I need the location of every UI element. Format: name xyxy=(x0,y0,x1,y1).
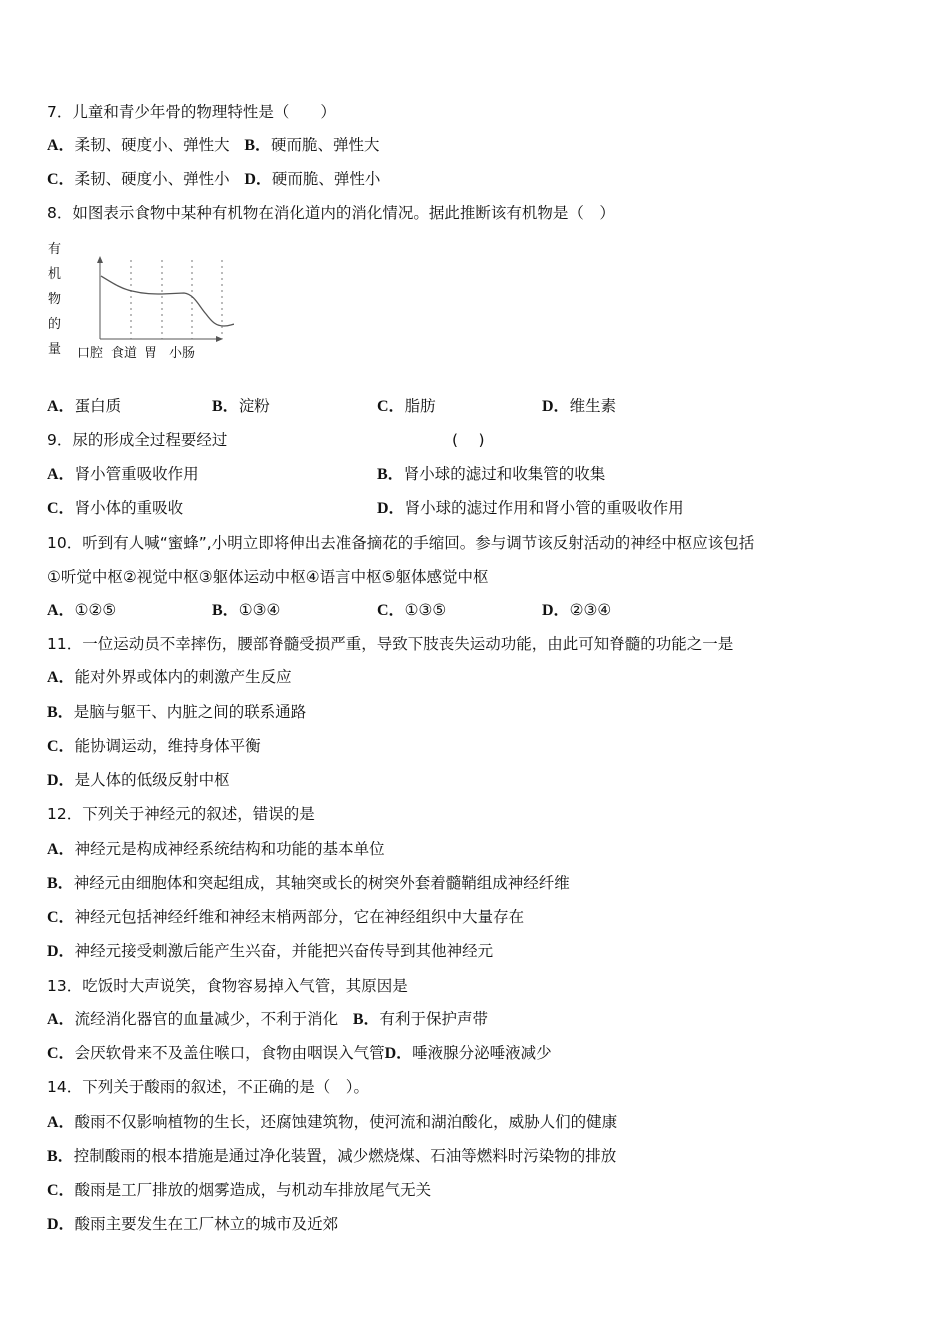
q13-options-1 xyxy=(47,1007,488,1031)
option-text: 酸雨不仅影响植物的生长，还腐蚀建筑物，使河流和湖泊酸化，威胁人们的健康 xyxy=(74,1113,618,1131)
q13-option-a: 流经消化器官的血量减少，不利于消化 xyxy=(74,1010,339,1028)
q10-option-b xyxy=(212,598,280,622)
option-letter: A． xyxy=(47,398,75,415)
option-letter: B． xyxy=(244,137,272,154)
y-label-char: 量 xyxy=(48,342,62,357)
chart-plot xyxy=(44,236,234,346)
q7-option-c: 柔韧、硬度小、弹性小 xyxy=(74,170,230,188)
q7-stem: 7．儿童和青少年骨的物理特性是（ ） xyxy=(47,103,336,121)
q12-option-b xyxy=(47,871,570,895)
option-letter: D． xyxy=(47,1216,75,1233)
q10-option-a xyxy=(47,598,116,622)
option-letter: C． xyxy=(47,171,75,188)
q11-option-c xyxy=(47,734,261,758)
option-letter: A． xyxy=(47,602,75,619)
option-letter: C． xyxy=(47,738,75,755)
option-letter: B． xyxy=(212,602,239,619)
q7-options-2 xyxy=(47,167,380,191)
option-letter: C． xyxy=(47,909,75,926)
option-letter: B． xyxy=(377,466,404,483)
q14-stem: 14．下列关于酸雨的叙述，不正确的是（ ）。 xyxy=(47,1078,369,1096)
option-text: 是人体的低级反射中枢 xyxy=(74,771,230,789)
x-label-stomach: 胃 xyxy=(144,346,158,361)
option-text: 维生素 xyxy=(569,397,617,415)
option-text: 控制酸雨的根本措施是通过净化装置，减少燃烧煤、石油等燃料时污染物的排放 xyxy=(73,1147,617,1165)
q12-stem: 12．下列关于神经元的叙述，错误的是 xyxy=(47,805,315,823)
option-letter: A． xyxy=(47,137,75,154)
option-letter: C． xyxy=(377,398,405,415)
option-text: 肾小管重吸收作用 xyxy=(74,465,199,483)
option-letter: B． xyxy=(47,1148,74,1165)
q9-stem: 9．尿的形成全过程要经过 xyxy=(47,431,228,449)
option-letter: C． xyxy=(47,1182,75,1199)
data-curve xyxy=(101,276,234,326)
q10-list: ①听觉中枢②视觉中枢③躯体运动中枢④语言中枢⑤躯体感觉中枢 xyxy=(47,568,489,586)
option-text: 酸雨主要发生在工厂林立的城市及近郊 xyxy=(74,1215,339,1233)
q10-option-c xyxy=(377,598,446,622)
q14-option-b xyxy=(47,1144,616,1168)
q8-option-c xyxy=(377,394,436,418)
q10-option-d xyxy=(542,598,611,622)
option-text: 能对外界或体内的刺激产生反应 xyxy=(74,668,292,686)
q11-option-a xyxy=(47,665,292,689)
option-text: 蛋白质 xyxy=(74,397,122,415)
option-letter: D． xyxy=(244,171,272,188)
option-letter: D． xyxy=(542,398,570,415)
y-label-char: 机 xyxy=(48,267,62,282)
option-letter: B． xyxy=(352,1011,380,1028)
q9-paren: ( ) xyxy=(452,431,485,449)
option-text: 神经元由细胞体和突起组成，其轴突或长的树突外套着髓鞘组成神经纤维 xyxy=(73,874,570,892)
q8-option-d xyxy=(542,394,616,418)
option-letter: D． xyxy=(47,943,75,960)
option-text: ①③⑤ xyxy=(404,601,447,619)
q11-option-d xyxy=(47,768,230,792)
option-letter: A． xyxy=(47,669,75,686)
q8-option-b xyxy=(212,394,270,418)
q10-stem: 10．听到有人喊“蜜蜂”,小明立即将伸出去准备摘花的手缩回。参与调节该反射活动的神经中枢应该包括 xyxy=(47,534,755,552)
option-letter: A． xyxy=(47,1114,75,1131)
option-letter: D． xyxy=(542,602,570,619)
y-label-char: 物 xyxy=(48,292,62,307)
q14-option-c xyxy=(47,1178,431,1202)
q13-options-2 xyxy=(47,1041,552,1065)
q9-option-a xyxy=(47,462,199,486)
q7-option-a: 柔韧、硬度小、弹性大 xyxy=(74,136,230,154)
digestion-chart xyxy=(44,236,234,364)
option-text: 淀粉 xyxy=(238,397,270,415)
option-letter: C． xyxy=(47,1045,75,1062)
option-text: 肾小体的重吸收 xyxy=(74,499,184,517)
option-text: 神经元是构成神经系统结构和功能的基本单位 xyxy=(74,840,385,858)
option-letter: C． xyxy=(377,602,405,619)
x-label-small-intestine: 小肠 xyxy=(169,346,196,361)
option-text: ①②⑤ xyxy=(74,601,117,619)
q14-option-d xyxy=(47,1212,338,1236)
q11-option-b xyxy=(47,700,306,724)
option-letter: B． xyxy=(47,704,74,721)
option-text: 酸雨是工厂排放的烟雾造成，与机动车排放尾气无关 xyxy=(74,1181,432,1199)
q13-option-d: 唾液腺分泌唾液减少 xyxy=(412,1044,552,1062)
q14-option-a xyxy=(47,1110,617,1134)
option-letter: D． xyxy=(47,772,75,789)
option-letter: A． xyxy=(47,466,75,483)
q12-option-c xyxy=(47,905,524,929)
option-text: 神经元包括神经纤维和神经末梢两部分，它在神经组织中大量存在 xyxy=(74,908,525,926)
q13-option-b: 有利于保护声带 xyxy=(379,1010,489,1028)
q13-stem: 13．吃饭时大声说笑，食物容易掉入气管，其原因是 xyxy=(47,977,408,995)
option-text: 神经元接受刺激后能产生兴奋，并能把兴奋传导到其他神经元 xyxy=(74,942,494,960)
x-label-mouth: 口腔 xyxy=(77,346,104,361)
option-text: 脂肪 xyxy=(404,397,436,415)
q9-option-b xyxy=(377,462,605,486)
option-letter: B． xyxy=(212,398,239,415)
option-letter: D． xyxy=(377,500,405,517)
q9-option-c xyxy=(47,496,183,520)
option-letter: B． xyxy=(47,875,74,892)
q12-option-a xyxy=(47,837,385,861)
option-letter: A． xyxy=(47,1011,75,1028)
q7-option-d: 硬而脆、弹性小 xyxy=(271,170,381,188)
y-label-char: 的 xyxy=(48,317,62,332)
q13-option-c: 会厌软骨来不及盖住喉口，食物由咽误入气管 xyxy=(74,1044,385,1062)
q11-stem: 11．一位运动员不幸摔伤，腰部脊髓受损严重，导致下肢丧失运动功能，由此可知脊髓的功能之一是 xyxy=(47,635,734,653)
q12-option-d xyxy=(47,939,493,963)
option-letter: D． xyxy=(384,1045,413,1062)
q8-stem: 8．如图表示食物中某种有机物在消化道内的消化情况。据此推断该有机物是（ ） xyxy=(47,204,615,222)
option-text: 能协调运动，维持身体平衡 xyxy=(74,737,261,755)
option-text: 肾小球的滤过和收集管的收集 xyxy=(403,465,606,483)
option-text: 肾小球的滤过作用和肾小管的重吸收作用 xyxy=(404,499,684,517)
option-letter: A． xyxy=(47,841,75,858)
y-label-char: 有 xyxy=(48,242,62,257)
option-letter: C． xyxy=(47,500,75,517)
q7-options xyxy=(47,133,380,157)
option-text: ①③④ xyxy=(238,601,281,619)
q9-option-d xyxy=(377,496,684,520)
y-axis-arrow xyxy=(97,256,103,263)
q7-option-b: 硬而脆、弹性大 xyxy=(271,136,380,154)
option-text: 是脑与躯干、内脏之间的联系通路 xyxy=(73,703,307,721)
q8-option-a xyxy=(47,394,121,418)
x-label-esophagus: 食道 xyxy=(111,346,138,361)
option-text: ②③④ xyxy=(569,601,612,619)
